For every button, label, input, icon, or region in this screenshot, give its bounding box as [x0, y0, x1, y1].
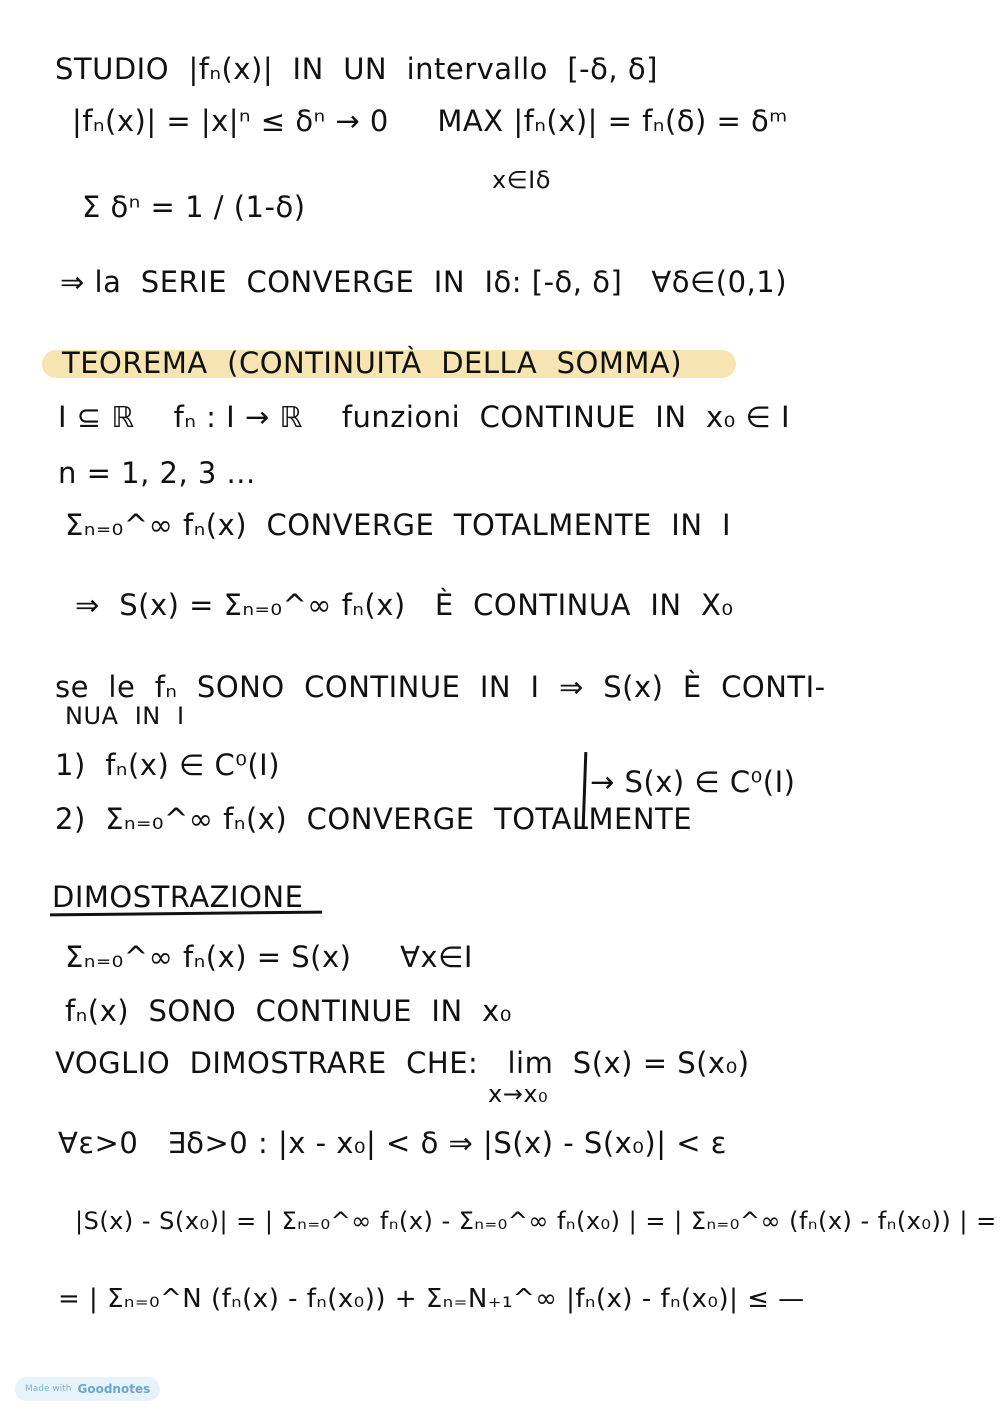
note-line-epsilon-delta: ∀ε>0 ∃δ>0 : |x - x₀| < δ ⇒ |S(x) - S(x₀)| < ε: [58, 1126, 727, 1160]
note-line-conclusion: → S(x) ∈ C⁰(I): [590, 765, 796, 799]
note-line-sum-definition: Σₙ₌₀^∞ fₙ(x) = S(x) ∀x∈I: [65, 940, 473, 974]
note-line-thesis: ⇒ S(x) = Σₙ₌₀^∞ fₙ(x) È CONTINUA IN X₀: [75, 588, 734, 622]
proof-title: DIMOSTRAZIONE: [52, 880, 304, 914]
note-line-goal: VOGLIO DIMOSTRARE CHE: lim S(x) = S(x₀): [55, 1046, 750, 1080]
note-line-abs-bound: |fₙ(x)| = |x|ⁿ ≤ δⁿ → 0 MAX |fₙ(x)| = fₙ(δ) = δᵐ: [72, 104, 788, 138]
note-line-hypothesis-functions: I ⊆ ℝ fₙ : I → ℝ funzioni CONTINUE IN x₀ ∈ I: [58, 400, 791, 434]
note-line-corollary-continued: NUA IN I: [65, 702, 185, 730]
note-line-continuity-hypothesis: fₙ(x) SONO CONTINUE IN x₀: [65, 994, 512, 1028]
note-line-series-converges: ⇒ la SERIE CONVERGE IN Iδ: [-δ, δ] ∀δ∈(0,1): [60, 265, 788, 299]
note-line-condition-1: 1) fₙ(x) ∈ C⁰(I): [55, 748, 281, 782]
note-line-difference-expansion: |S(x) - S(x₀)| = | Σₙ₌₀^∞ fₙ(x) - Σₙ₌₀^∞ fₙ(x₀) | = | Σₙ₌₀^∞ (fₙ(x) - fₙ(x₀)) | =: [75, 1207, 997, 1235]
note-line-index: n = 1, 2, 3 ...: [58, 456, 256, 490]
goodnotes-logo: Goodnotes: [77, 1382, 151, 1396]
note-line-split-sum: = | Σₙ₌₀^N (fₙ(x) - fₙ(x₀)) + Σₙ₌N₊₁^∞ |fₙ(x) - fₙ(x₀)| ≤ —: [58, 1284, 805, 1314]
made-with-label: Made with: [25, 1384, 72, 1394]
note-line-corollary: se le fₙ SONO CONTINUE IN I ⇒ S(x) È CONTI-: [55, 670, 826, 704]
note-line-studio: STUDIO |fₙ(x)| IN UN intervallo [-δ, δ]: [55, 52, 658, 86]
goodnotes-badge: [15, 1377, 160, 1401]
note-line-condition-2: 2) Σₙ₌₀^∞ fₙ(x) CONVERGE TOTALMENTE: [55, 802, 693, 836]
note-line-max-subscript: x∈Iδ: [492, 166, 551, 194]
theorem-title: TEOREMA (CONTINUITÀ DELLA SOMMA): [62, 346, 683, 380]
note-line-total-convergence: Σₙ₌₀^∞ fₙ(x) CONVERGE TOTALMENTE IN I: [65, 508, 732, 542]
note-line-limit-subscript: x→x₀: [488, 1080, 549, 1108]
note-line-geometric-sum: Σ δⁿ = 1 / (1-δ): [82, 190, 306, 224]
